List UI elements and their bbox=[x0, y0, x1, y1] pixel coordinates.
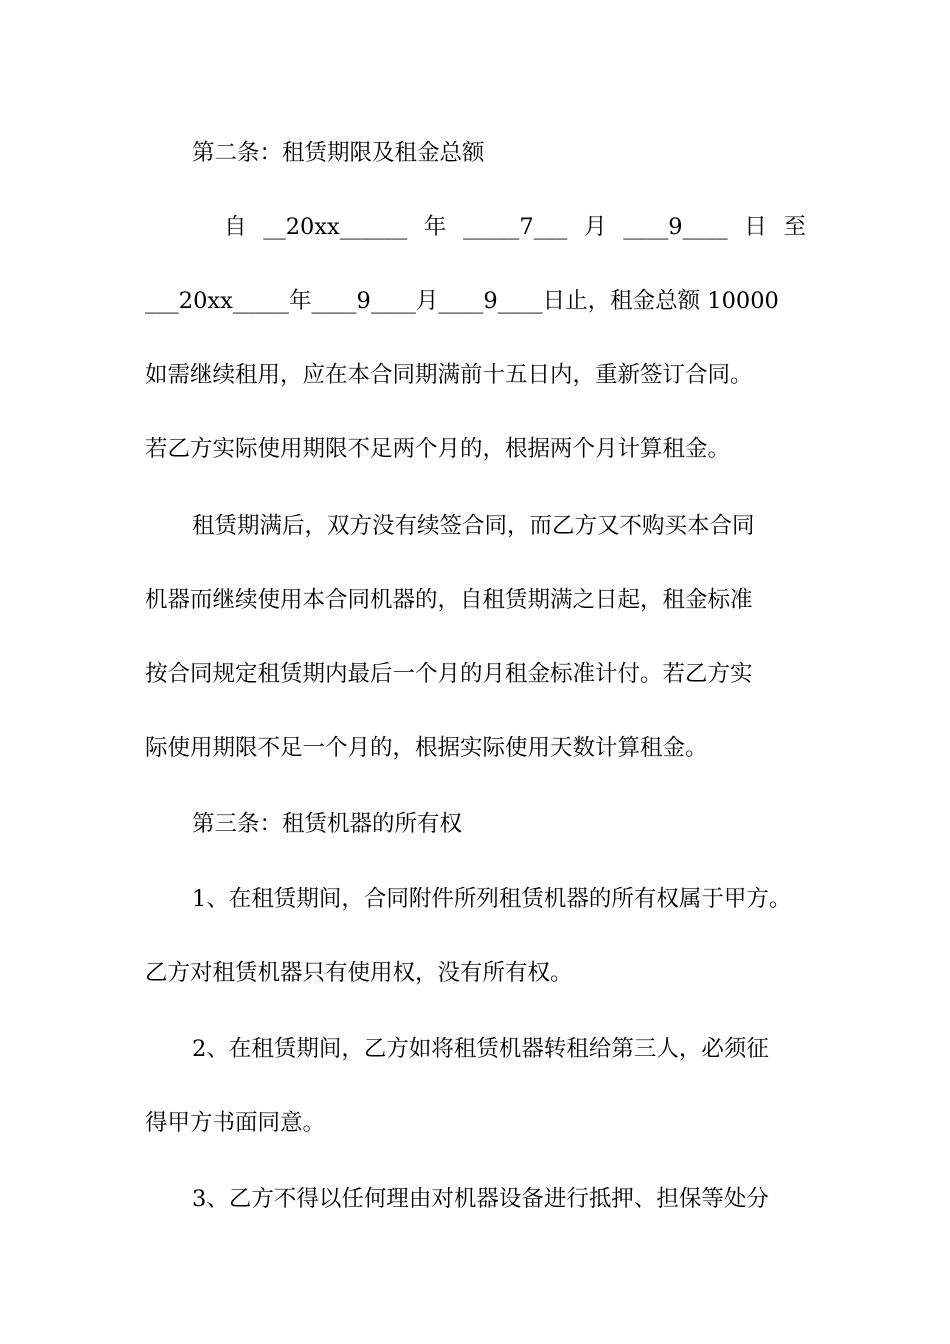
paragraph-renewal: 如需继续租用，应在本合同期满前十五日内，重新签订合同。 bbox=[145, 362, 753, 388]
item-2-line-2: 得甲方书面同意。 bbox=[145, 1110, 326, 1136]
date-word-year: 年 bbox=[423, 214, 447, 240]
date-word-day: 日 bbox=[744, 214, 767, 240]
paragraph-minimum-term: 若乙方实际使用期限不足两个月的，根据两个月计算租金。 bbox=[145, 436, 731, 462]
start-month-blank: _____7___ bbox=[463, 214, 568, 240]
paragraph-overdue-line-1: 租赁期满后，双方没有续签合同，而乙方又不购买本合同 bbox=[192, 513, 755, 539]
item-1-line-1: 1、在租赁期间，合同附件所列租赁机器的所有权属于甲方。 bbox=[192, 886, 792, 912]
item-2-line-1: 2、在租赁期间，乙方如将租赁机器转租给第三人，必须征 bbox=[192, 1036, 769, 1062]
start-day-blank: ____9____ bbox=[623, 214, 728, 240]
paragraph-overdue-line-3: 按合同规定租赁期内最后一个月的月租金标准计付。若乙方实 bbox=[145, 661, 753, 687]
date-word-month: 月 bbox=[584, 214, 607, 240]
item-3-line-1: 3、乙方不得以任何理由对机器设备进行抵押、担保等处分 bbox=[192, 1186, 769, 1212]
item-1-line-2: 乙方对租赁机器只有使用权，没有所有权。 bbox=[145, 960, 573, 986]
lease-start-date-line bbox=[224, 212, 806, 242]
start-year-blank: __20xx______ bbox=[263, 214, 408, 240]
article-3-heading: 第三条：租赁机器的所有权 bbox=[192, 811, 463, 837]
paragraph-overdue-line-4: 际使用期限不足一个月的，根据实际使用天数计算租金。 bbox=[145, 735, 708, 761]
lease-end-date-line: ___20xx_____年____9____月____9____日止，租金总额 10000 bbox=[145, 288, 779, 314]
paragraph-overdue-line-2: 机器而继续使用本合同机器的，自租赁期满之日起，租金标准 bbox=[145, 587, 753, 613]
date-word-from: 自 bbox=[224, 214, 247, 240]
date-word-to: 至 bbox=[783, 214, 806, 240]
article-2-heading: 第二条：租赁期限及租金总额 bbox=[192, 140, 485, 166]
